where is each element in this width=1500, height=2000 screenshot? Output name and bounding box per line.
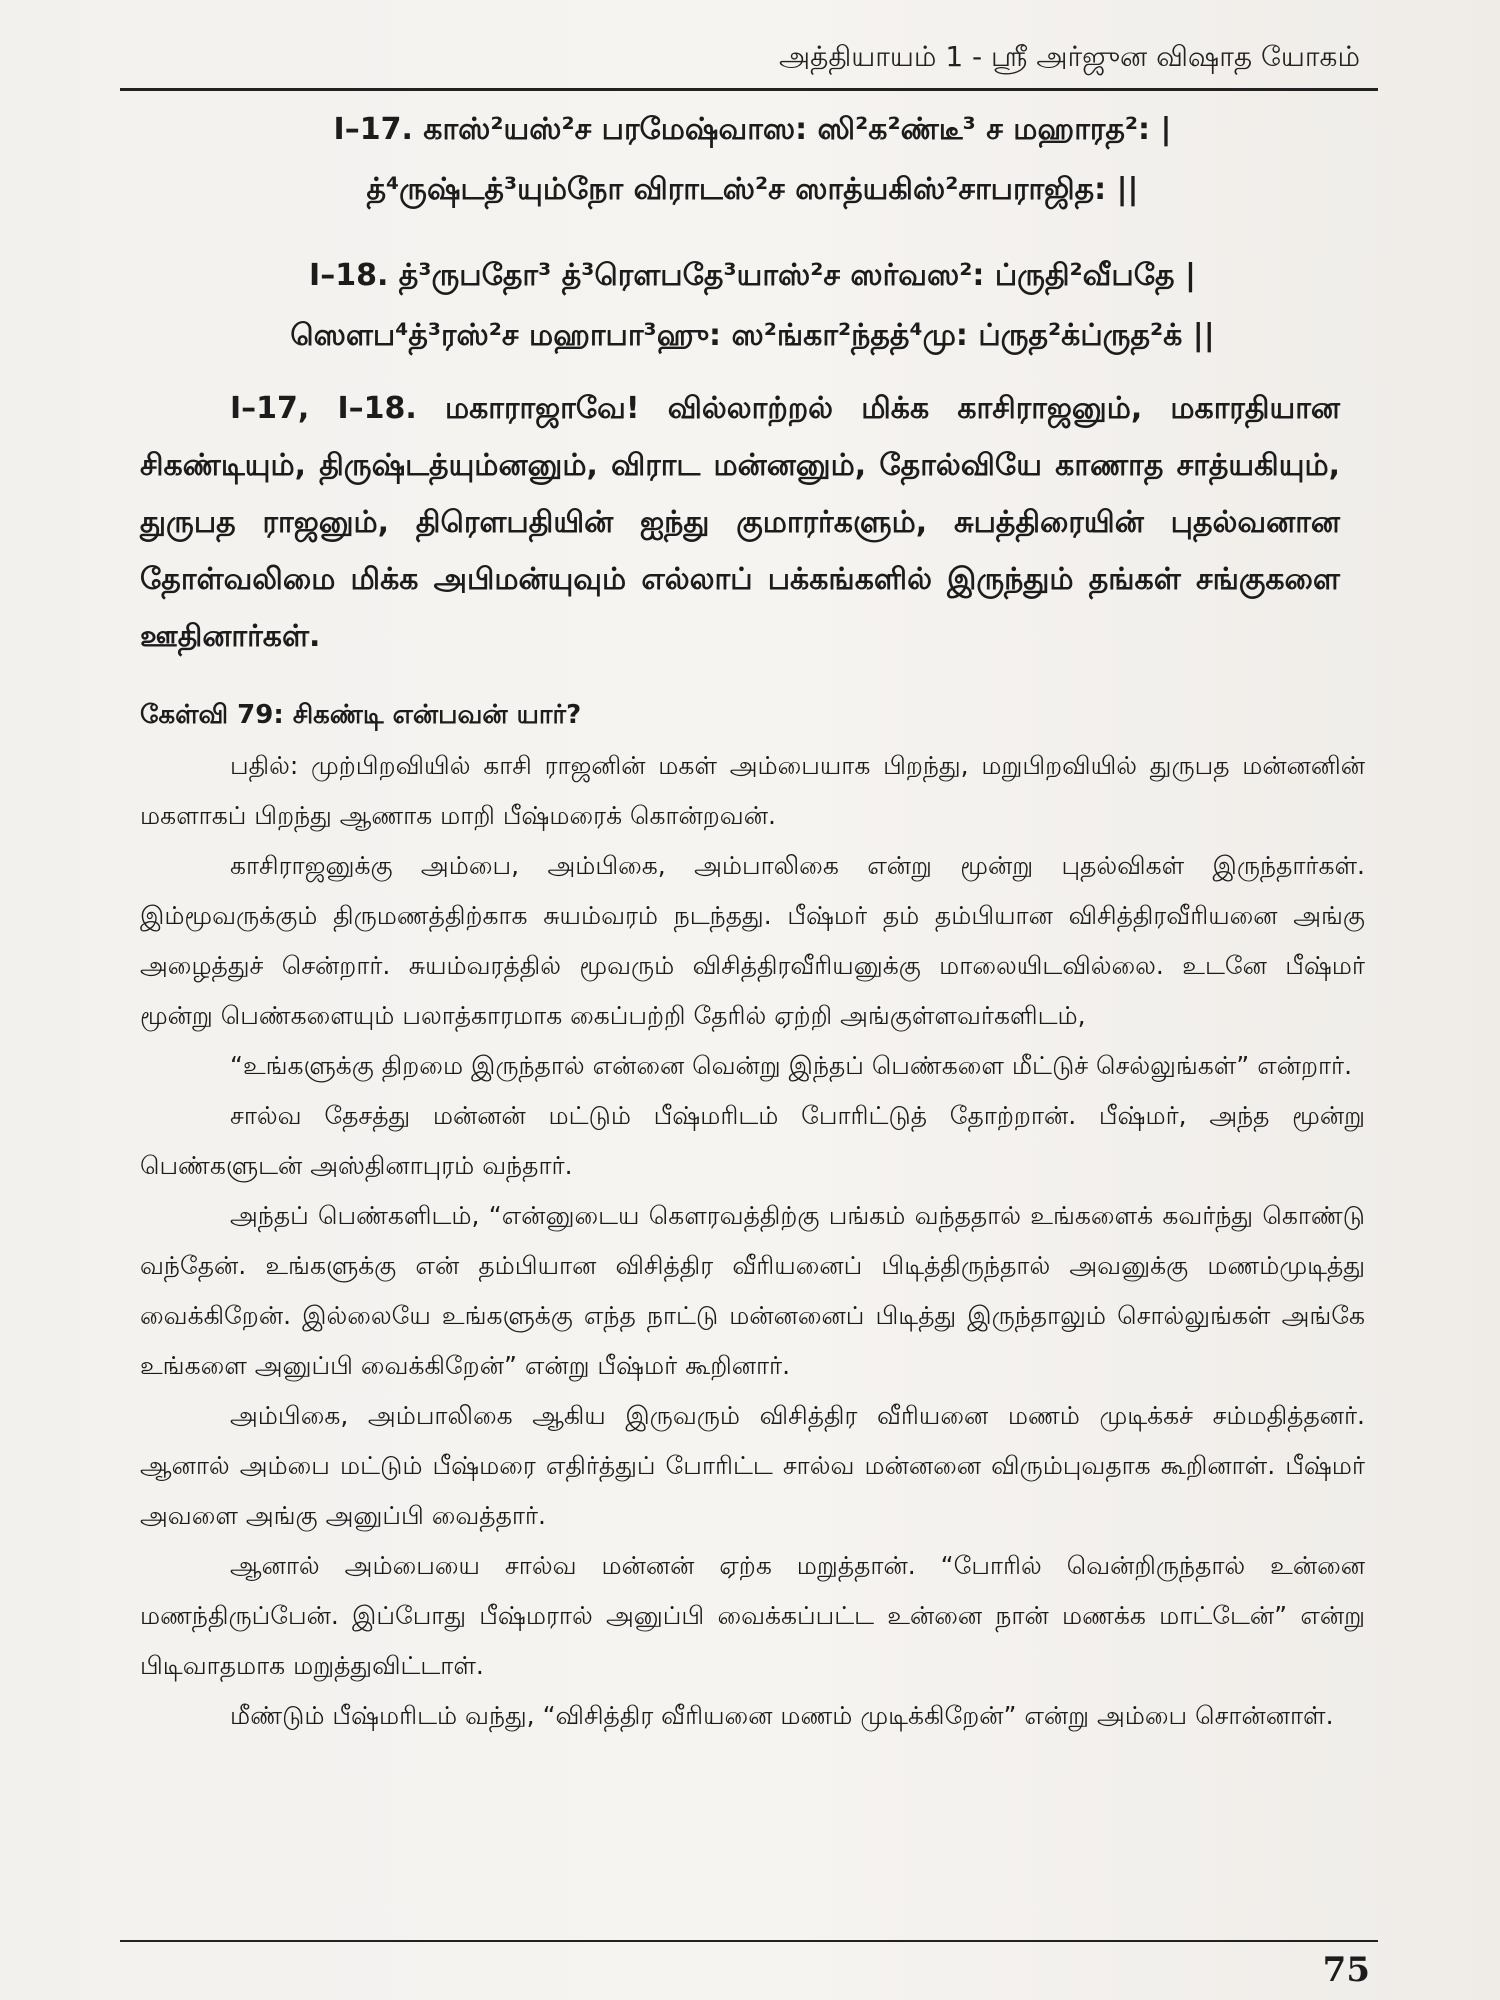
verse-line: I–18. த்³ருபதோ³ த்³ரௌபதே³யாஸ்²ச ஸர்வஸ²: ப்ருதி²வீபதே |: [309, 258, 1196, 293]
body-paragraph: பதில்: முற்பிறவியில் காசி ராஜனின் மகள் அம்பையாக பிறந்து, மறுபிறவியில் துருபத மன்னனின் மகளாகப் பிறந்து ஆணாக மாறி பீஷ்மரைக் கொன்றவன்.: [140, 751, 1365, 830]
body-paragraph: மீண்டும் பீஷ்மரிடம் வந்து, “விசித்திர வீரியனை மணம் முடிக்கிறேன்” என்று அம்பை சொன்னாள்.: [230, 1701, 1334, 1730]
verse-line: I–17. காஸ்²யஸ்²ச பரமேஷ்வாஸ: ஸி²க²ண்டீ³ ச மஹாரத²: |: [333, 112, 1172, 147]
running-header: அத்தியாயம் 1 - ஸ்ரீ அர்ஜுன விஷாத யோகம்: [778, 40, 1360, 73]
verse-line: ஸௌப⁴த்³ரஸ்²ச மஹாபா³ஹு: ஸ²ங்கா²ந்தத்⁴மு: ப்ருத²க்ப்ருத²க் ||: [290, 318, 1215, 353]
verse-translation: I–17, I–18. மகாராஜாவே! வில்லாற்றல் மிக்க காசிராஜனும், மகாரதியான சிகண்டியும், திருஷ்டத்யும்னனும், விராட மன்னனும், தோல்வியே காணாத சாத்யகியும், துருபத ராஜனும், திரௌபதியின் ஐந்து குமாரர்களும், சுபத்திரையின் புதல்வனான தோள்வலிமை மிக்க அபிமன்யுவும் எல்லாப் பக்கங்களில் இருந்தும் தங்கள் சங்குகளை ஊதினார்கள்.: [140, 391, 1340, 654]
verse-line: த்⁴ருஷ்டத்³யும்நோ விராடஸ்²ச ஸாத்யகிஸ்²சாபராஜித: ||: [366, 172, 1139, 207]
page-number: 75: [1322, 1950, 1370, 1990]
body-paragraph: அந்தப் பெண்களிடம், “என்னுடைய கௌரவத்திற்கு பங்கம் வந்ததால் உங்களைக் கவர்ந்து கொண்டு வந்தேன். உங்களுக்கு என் தம்பியான விசித்திர வீரியனைப் பிடித்திருந்தால் அவனுக்கு மணம்முடித்து வைக்கிறேன். இல்லையே உங்களுக்கு எந்த நாட்டு மன்னனைப் பிடித்து இருந்தாலும் சொல்லுங்கள் அங்கே உங்களை அனுப்பி வைக்கிறேன்” என்று பீஷ்மர் கூறினார்.: [140, 1201, 1365, 1380]
footer-rule: [120, 1940, 1378, 1942]
header-rule: [120, 88, 1378, 91]
page-content: [140, 100, 1365, 1741]
body-paragraph: அம்பிகை, அம்பாலிகை ஆகிய இருவரும் விசித்திர வீரியனை மணம் முடிக்கச் சம்மதித்தனர். ஆனால் அம்பை மட்டும் பீஷ்மரை எதிர்த்துப் போரிட்ட சால்வ மன்னனை விரும்புவதாக கூறினாள். பீஷ்மர் அவளை அங்கு அனுப்பி வைத்தார்.: [140, 1401, 1365, 1530]
body-paragraph: “உங்களுக்கு திறமை இருந்தால் என்னை வென்று இந்தப் பெண்களை மீட்டுச் செல்லுங்கள்” என்றார்.: [230, 1051, 1353, 1080]
body-paragraph: சால்வ தேசத்து மன்னன் மட்டும் பீஷ்மரிடம் போரிட்டுத் தோற்றான். பீஷ்மர், அந்த மூன்று பெண்களுடன் அஸ்தினாபுரம் வந்தார்.: [140, 1101, 1365, 1180]
body-paragraph: ஆனால் அம்பையை சால்வ மன்னன் ஏற்க மறுத்தான். “போரில் வென்றிருந்தால் உன்னை மணந்திருப்பேன். இப்போது பீஷ்மரால் அனுப்பி வைக்கப்பட்ட உன்னை நான் மணக்க மாட்டேன்” என்று பிடிவாதமாக மறுத்துவிட்டாள்.: [140, 1551, 1365, 1680]
question-heading: கேள்வி 79: சிகண்டி என்பவன் யார்?: [140, 700, 582, 730]
body-paragraph: காசிராஜனுக்கு அம்பை, அம்பிகை, அம்பாலிகை என்று மூன்று புதல்விகள் இருந்தார்கள். இம்மூவருக்கும் திருமணத்திற்காக சுயம்வரம் நடந்தது. பீஷ்மர் தம் தம்பியான விசித்திரவீரியனை அங்கு அழைத்துச் சென்றார். சுயம்வரத்தில் மூவரும் விசித்திரவீரியனுக்கு மாலையிடவில்லை. உடனே பீஷ்மர் மூன்று பெண்களையும் பலாத்காரமாக கைப்பற்றி தேரில் ஏற்றி அங்குள்ளவர்களிடம்,: [140, 851, 1365, 1030]
